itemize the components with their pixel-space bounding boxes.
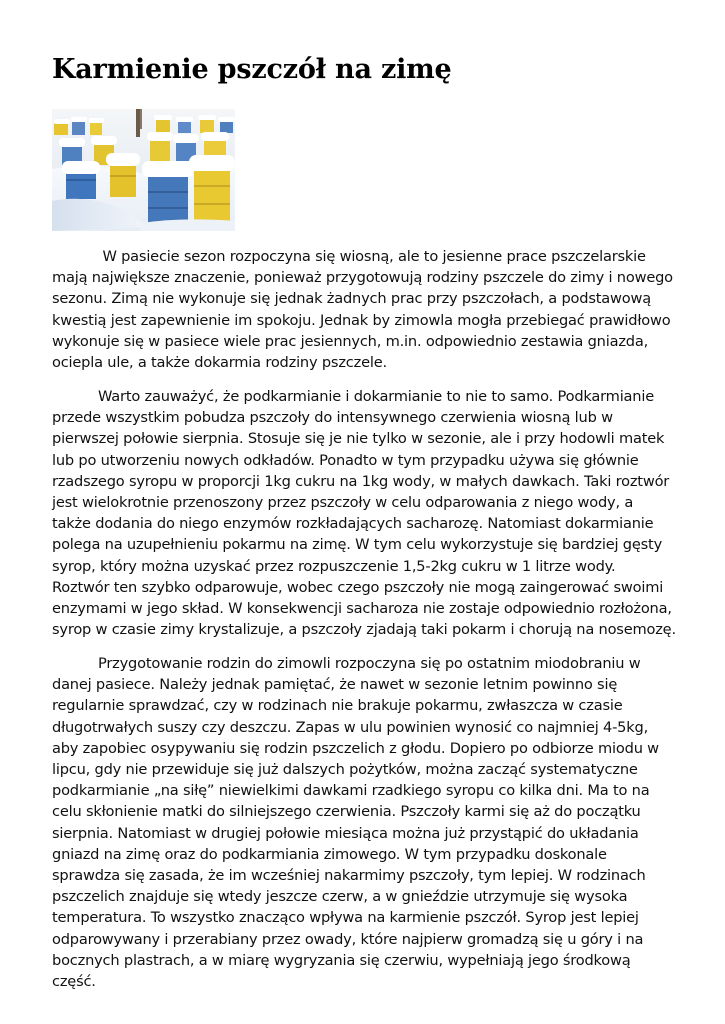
beehives-in-snow-photo [52, 109, 235, 231]
paragraph-2 [52, 386, 676, 640]
page-title: Karmienie pszczół na zimę [52, 54, 452, 85]
paragraph-3 [52, 653, 676, 992]
paragraph-1 [52, 246, 676, 373]
paragraph-3-text: Przygotowanie rodzin do zimowli rozpoczyna się po ostatnim miodobraniu w danej pasiece. Należy jednak pamiętać, że nawet w sezonie letnim powinno się regularnie sprawdzać, czy w rodzinach nie brakuje pokarmu, zwłaszcza w czasie długotrwałych suszy czy deszczu. Zapas w ulu powinien wynosić co najmniej 4-5kg, aby zapobiec osypywaniu się rodzin pszczelich z głodu. Dopiero po odbiorze miodu w lipcu, gdy nie przewiduje się już dalszych pożytków, można zacząć systematyczne podkarmianie „na siłę” niewielkimi dawkami rzadkiego syropu co kilka dni. Ma to na celu skłonienie matki do silniejszego czerwienia. Pszczoły karmi się aż do początku sierpnia. Natomiast w drugiej połowie miesiąca można już przystąpić do układania gniazd na zimę oraz do podkarmiania zimowego. W tym przypadku doskonale sprawdza się zasada, że im wcześniej nakarmimy pszczoły, tym lepiej. W rodzinach pszczelich znajduje się wtedy jeszcze czerw, a w gnieździe utrzymuje się wysoka temperatura. To wszystko znacząco wpływa na karmienie pszczół. Syrop jest lepiej odparowywany i przerabiany przez owady, które najpierw gromadzą się u góry i na bocznych plastrach, a w miarę wygryzania się czerwiu, wypełniają jego środkową część. [52, 655, 659, 991]
paragraph-2-text: Warto zauważyć, że podkarmianie i dokarmianie to nie to samo. Podkarmianie przede wszystkim pobudza pszczoły do intensywnego czerwienia wiosną lub w pierwszej połowie sierpnia. Stosuje się je nie tylko w sezonie, ale i przy hodowli matek lub po utworzeniu nowych odkładów. Ponadto w tym przypadku używa się głównie rzadszego syropu w proporcji 1kg cukru na 1kg wody, w małych dawkach. Taki roztwór jest wielokrotnie przenoszony przez pszczoły w celu odparowania z niego wody, a także dodania do niego enzymów rozkładających sacharozę. Natomiast dokarmianie polega na uzupełnieniu pokarmu na zimę. W tym celu wykorzystuje się bardziej gęsty syrop, który można uzyskać przez rozpuszczenie 1,5-2kg cukru w 1 litrze wody. Roztwór ten szybko odparowuje, wobec czego pszczoły nie mogą zaingerować swoimi enzymami w jego skład. W konsekwencji sacharoza nie zostaje odpowiednio rozłożona, syrop w czasie zimy krystalizuje, a pszczoły zjadają taki pokarm i chorują na nosemozę. [52, 388, 676, 639]
paragraph-1-text: W pasiecie sezon rozpoczyna się wiosną, ale to jesienne prace pszczelarskie mają największe znaczenie, ponieważ przygotowują rodziny pszczele do zimy i nowego sezonu. Zimą nie wykonuje się jednak żadnych prac przy pszczołach, a podstawową kwestią jest zapewnienie im spokoju. Jednak by zimowla mogła przebiegać prawidłowo wykonuje się w pasiece wiele prac jesiennych, m.in. odpowiednio zestawia gniazda, ociepla ule, a także dokarmia rodziny pszczele. [52, 248, 673, 372]
